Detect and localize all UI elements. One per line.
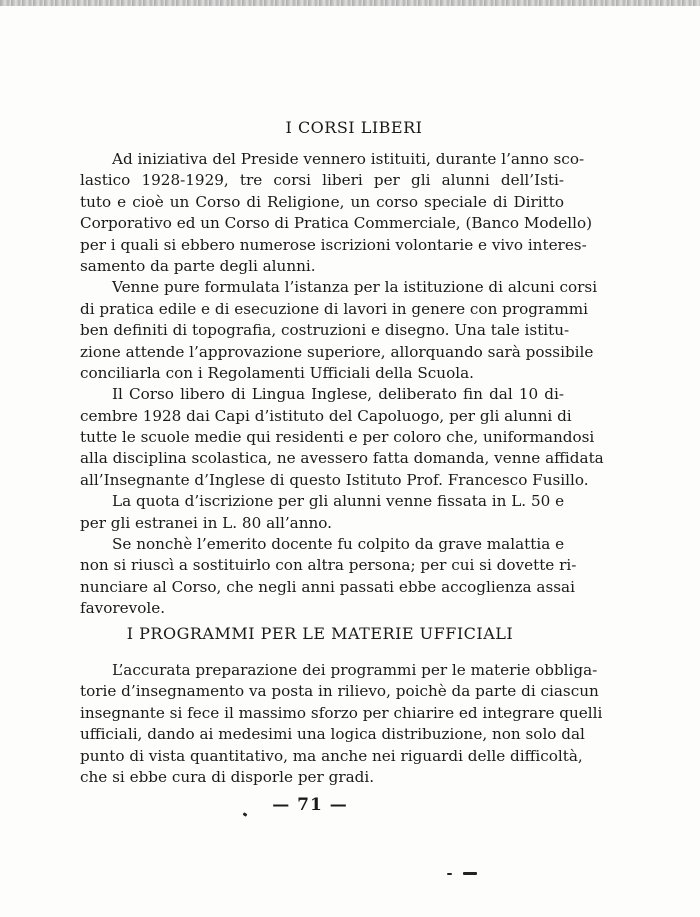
text-line: ben definiti di topografia, costruzioni e disegno. Una tale istitu- bbox=[80, 321, 570, 340]
text-line: punto di vista quantitativo, ma anche nei riguardi delle difficoltà, bbox=[80, 746, 583, 765]
page-number: — 71 — bbox=[272, 795, 348, 815]
text-line: L’accurata preparazione dei programmi per le materie obbliga- bbox=[112, 661, 598, 679]
text-line: Il Corso libero di Lingua Inglese, deliberato fin dal 10 di- bbox=[112, 385, 564, 404]
scan-speck bbox=[463, 872, 477, 875]
text-line: alla disciplina scolastica, ne avessero fatta domanda, venne affidata bbox=[80, 449, 604, 468]
text-line: favorevole. bbox=[80, 599, 166, 618]
text-line: per i quali si ebbero numerose iscrizioni volontarie e vivo interes- bbox=[80, 235, 587, 254]
scan-speck bbox=[447, 873, 452, 875]
section-body-corsi-liberi bbox=[80, 149, 604, 620]
section-title-programmi: I PROGRAMMI PER LE MATERIE UFFICIALI bbox=[126, 624, 514, 643]
scan-edge bbox=[0, 0, 700, 6]
text-line: per gli estranei in L. 80 all’anno. bbox=[80, 513, 332, 532]
text-line: conciliarla con i Regolamenti Ufficiali della Scuola. bbox=[80, 363, 474, 382]
text-line: lastico 1928-1929, tre corsi liberi per gli alunni dell’Isti- bbox=[80, 171, 564, 190]
text-line: Corporativo ed un Corso di Pratica Commerciale, (Banco Modello) bbox=[80, 214, 593, 233]
text-line: di pratica edile e di esecuzione di lavori in genere con programmi bbox=[80, 299, 589, 318]
text-line: Venne pure formulata l’istanza per la istituzione di alcuni corsi bbox=[112, 278, 598, 297]
text-line: samento da parte degli alunni. bbox=[80, 256, 316, 275]
text-line: tutte le scuole medie qui residenti e per coloro che, uniformandosi bbox=[80, 428, 595, 447]
text-line: Ad iniziativa del Preside vennero istituiti, durante l’anno sco- bbox=[112, 150, 585, 168]
section-body-programmi bbox=[80, 660, 603, 788]
text-line: torie d’insegnamento va posta in rilievo, poichè da parte di ciascun bbox=[80, 682, 599, 701]
text-line: insegnante si fece il massimo sforzo per chiarire ed integrare quelli bbox=[80, 703, 603, 722]
text-line: La quota d’iscrizione per gli alunni venne fissata in L. 50 e bbox=[112, 492, 565, 511]
text-line: cembre 1928 dai Capi d’istituto del Capoluogo, per gli alunni di bbox=[80, 406, 572, 425]
text-line: nunciare al Corso, che negli anni passati ebbe accoglienza assai bbox=[80, 577, 575, 596]
text-line: che si ebbe cura di disporle per gradi. bbox=[80, 767, 375, 786]
text-line: ufficiali, dando ai medesimi una logica distribuzione, non solo dal bbox=[80, 725, 585, 744]
text-line: zione attende l’approvazione superiore, allorquando sarà possibile bbox=[80, 342, 594, 361]
text-line: Se nonchè l’emerito docente fu colpito da grave malattia e bbox=[112, 535, 565, 554]
text-line: all’Insegnante d’Inglese di questo Istituto Prof. Francesco Fusillo. bbox=[80, 470, 589, 489]
text-line: non si riuscì a sostituirlo con altra persona; per cui si dovette ri- bbox=[80, 556, 577, 575]
text-line: tuto e cioè un Corso di Religione, un corso speciale di Diritto bbox=[80, 192, 564, 211]
section-title-corsi-liberi: I CORSI LIBERI bbox=[285, 118, 423, 137]
